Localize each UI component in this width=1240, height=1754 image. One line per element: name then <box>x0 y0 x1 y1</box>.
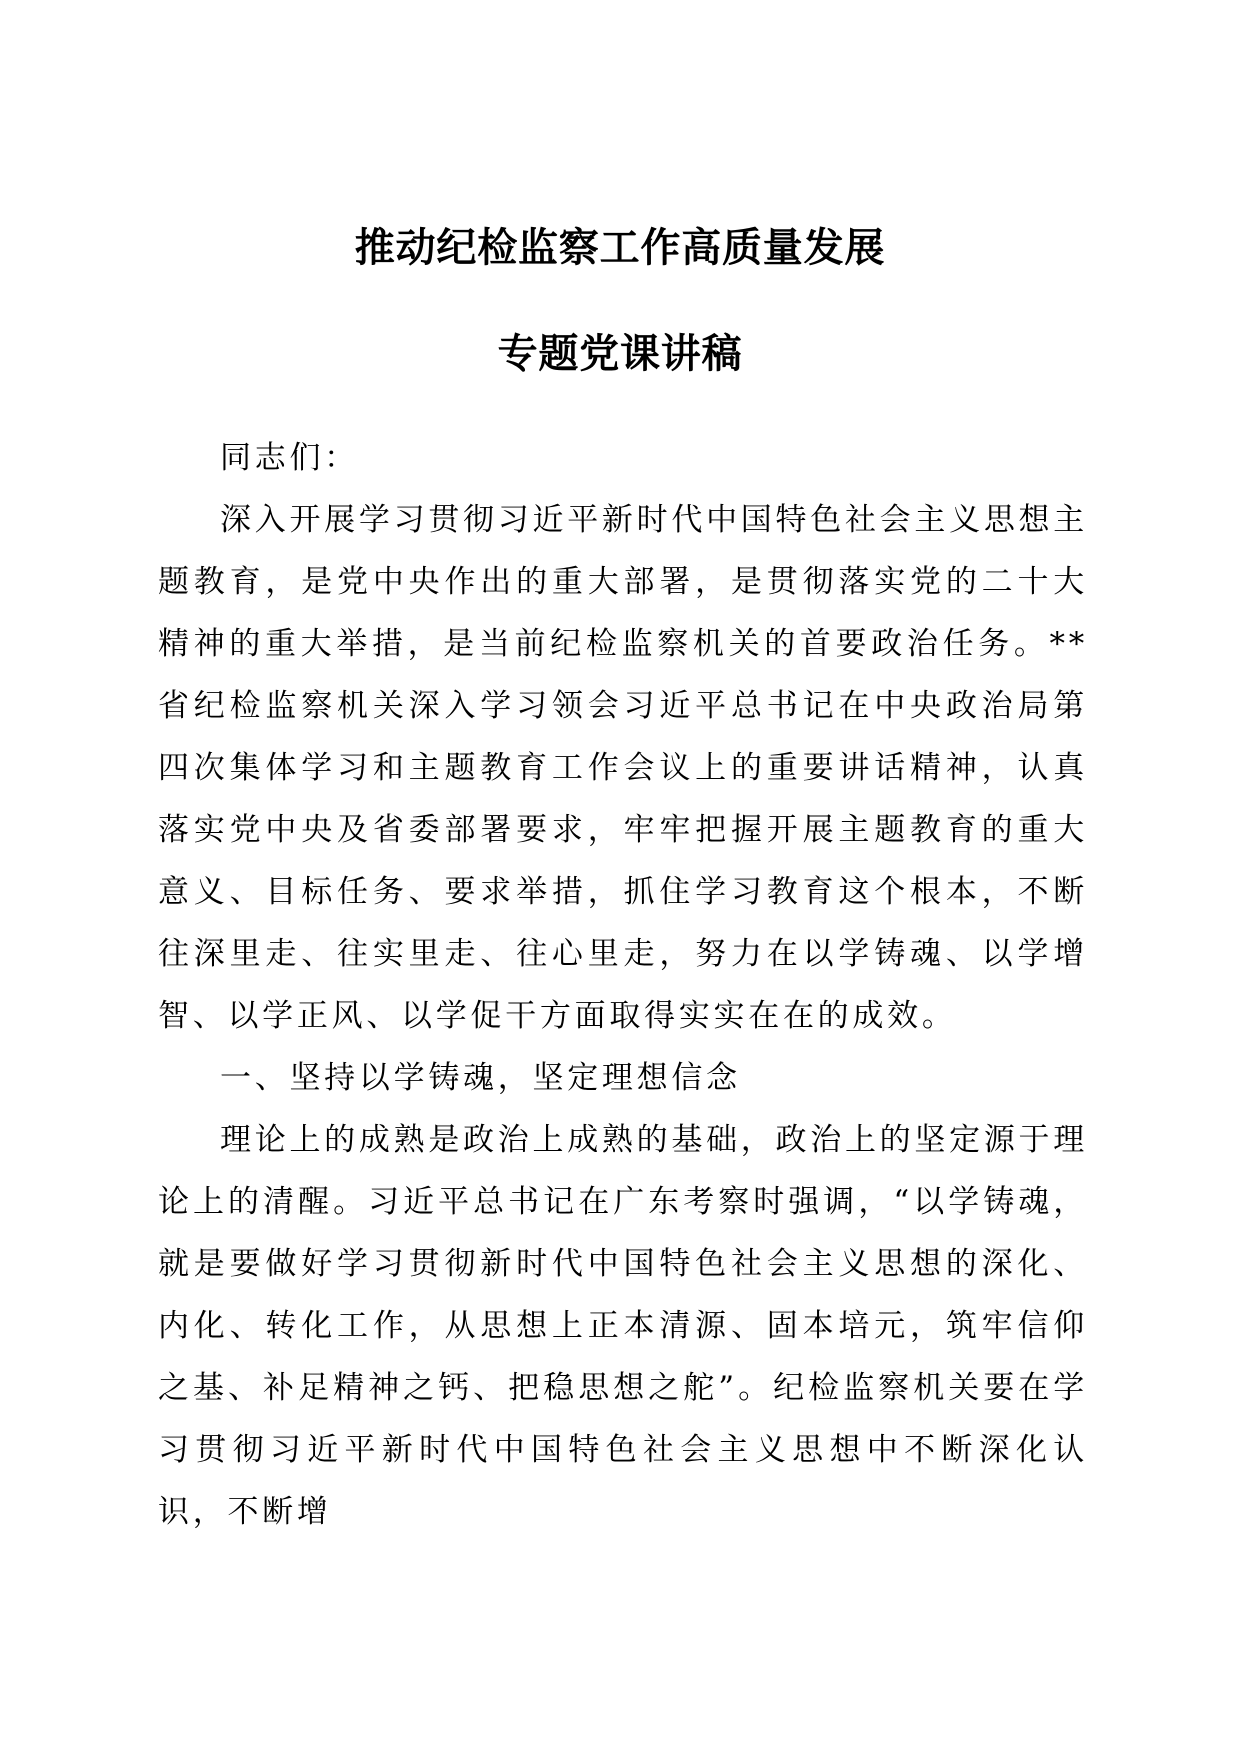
document-title: 推动纪检监察工作高质量发展 <box>354 225 886 271</box>
greeting: 同志们： <box>220 440 359 476</box>
section-heading: 一、坚持以学铸魂，坚定理想信念 <box>220 1060 741 1096</box>
document-subtitle: 专题党课讲稿 <box>497 331 743 377</box>
intro-paragraph: 深入开展学习贯彻习近平新时代中国特色社会主义思想主题教育，是党中央作出的重大部署，是贯彻落实党的二十大精神的重大举措，是当前纪检监察机关的首要政治任务。**省纪检监察机关深入学习领会习近平总书记在中央政治局第四次集体学习和主题教育工作会议上的重要讲话精神，认真落实党中央及省委部署要求，牢牢把握开展主题教育的重大意义、目标任务、要求举措，抓住学习教育这个根本，不断往深里走、往实里走、往心里走，努力在以学铸魂、以学增智、以学正风、以学促干方面取得实实在在的成效。 <box>158 502 1088 1034</box>
section-paragraph: 理论上的成熟是政治上成熟的基础，政治上的坚定源于理论上的清醒。习近平总书记在广东考察时强调，“以学铸魂，就是要做好学习贯彻新时代中国特色社会主义思想的深化、内化、转化工作，从思想上正本清源、固本培元，筑牢信仰之基、补足精神之钙、把稳思想之舵”。纪检监察机关要在学习贯彻习近平新时代中国特色社会主义思想中不断深化认识，不断增 <box>158 1122 1088 1530</box>
